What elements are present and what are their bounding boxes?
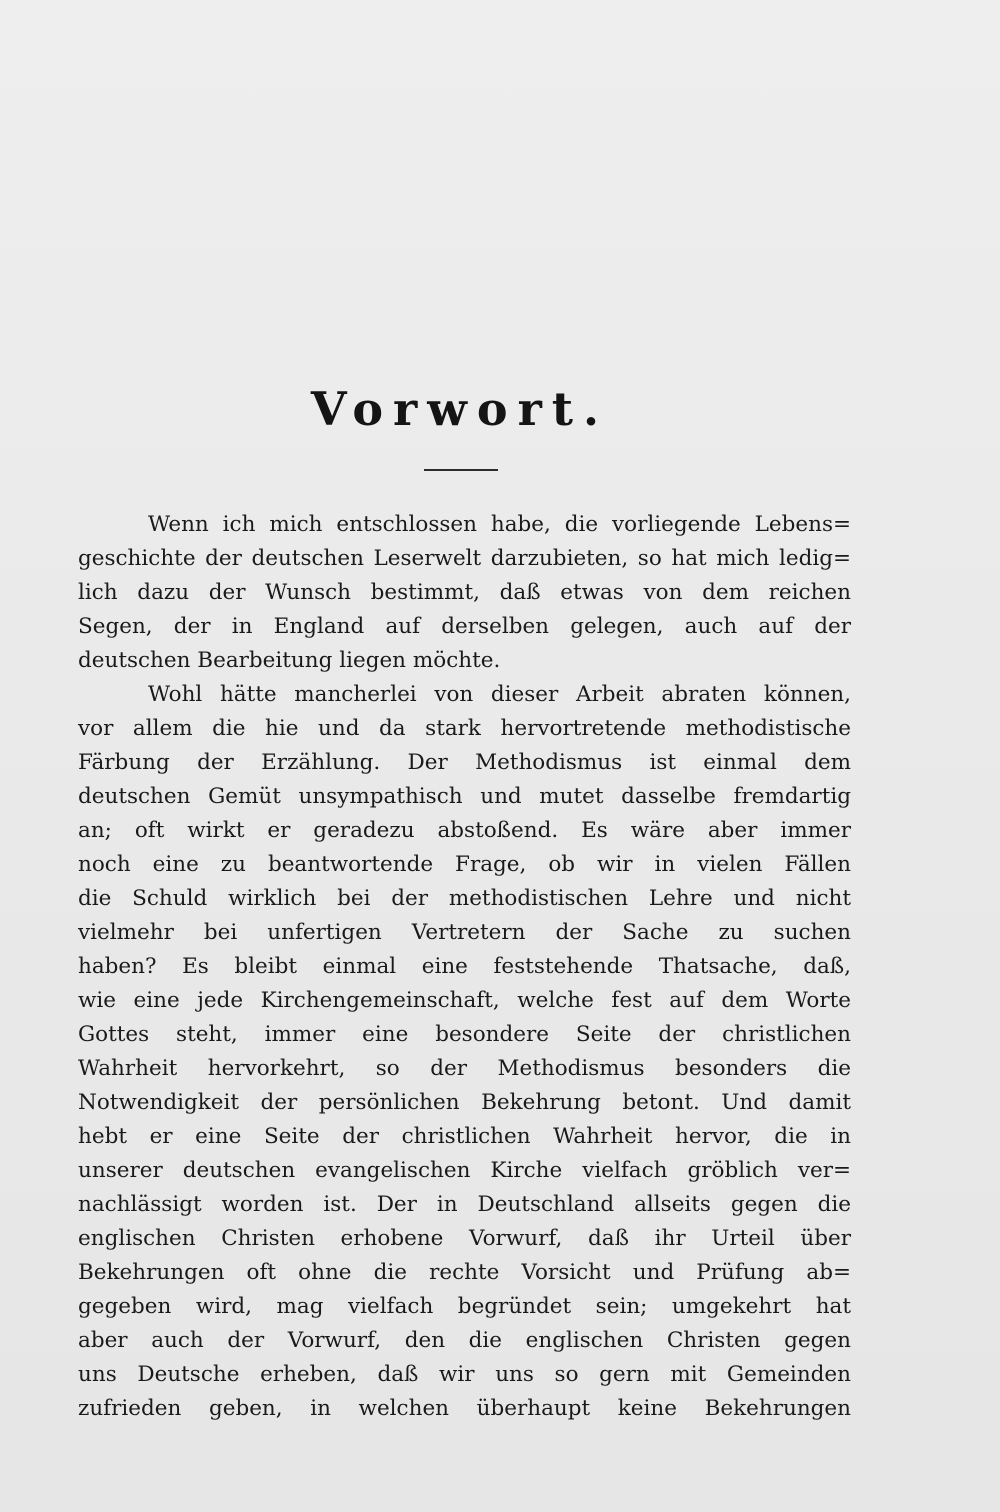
text-line: an; oft wirkt er geradezu abstoßend. Es wäre aber immer xyxy=(78,818,851,843)
text-line: vor allem die hie und da stark hervortretende methodistische xyxy=(78,716,851,741)
text-line: Gottes steht, immer eine besondere Seite der christlichen xyxy=(78,1022,851,1047)
text-line: Wohl hätte mancherlei von dieser Arbeit abraten können, xyxy=(148,682,851,707)
text-line: zufrieden geben, in welchen überhaupt keine Bekehrungen xyxy=(78,1396,851,1421)
text-line: Wenn ich mich entschlossen habe, die vorliegende Lebens= xyxy=(148,512,851,537)
text-line: haben? Es bleibt einmal eine feststehende Thatsache, daß, xyxy=(78,954,851,979)
text-line: lich dazu der Wunsch bestimmt, daß etwas von dem reichen xyxy=(78,580,851,605)
text-line: aber auch der Vorwurf, den die englischen Christen gegen xyxy=(78,1328,851,1353)
text-line: Segen, der in England auf derselben gelegen, auch auf der xyxy=(78,614,851,639)
text-line: deutschen Gemüt unsympathisch und mutet dasselbe fremdartig xyxy=(78,784,851,809)
text-line: hebt er eine Seite der christlichen Wahrheit hervor, die in xyxy=(78,1124,851,1149)
text-line: Wahrheit hervorkehrt, so der Methodismus besonders die xyxy=(78,1056,851,1081)
text-line: uns Deutsche erheben, daß wir uns so gern mit Gemeinden xyxy=(78,1362,851,1387)
text-line: die Schuld wirklich bei der methodistischen Lehre und nicht xyxy=(78,886,851,911)
text-line: geschichte der deutschen Leserwelt darzubieten, so hat mich ledig= xyxy=(78,546,851,571)
text-line: vielmehr bei unfertigen Vertretern der Sache zu suchen xyxy=(78,920,851,945)
heading-divider xyxy=(424,469,498,471)
page-heading: Vorwort. xyxy=(310,382,610,436)
text-line: deutschen Bearbeitung liegen möchte. xyxy=(78,648,501,673)
body-text xyxy=(78,508,851,1426)
text-line: Färbung der Erzählung. Der Methodismus ist einmal dem xyxy=(78,750,851,775)
text-line: wie eine jede Kirchengemeinschaft, welche fest auf dem Worte xyxy=(78,988,851,1013)
text-line: englischen Christen erhobene Vorwurf, daß ihr Urteil über xyxy=(78,1226,851,1251)
text-line: unserer deutschen evangelischen Kirche vielfach gröblich ver= xyxy=(78,1158,851,1183)
text-line: nachlässigt worden ist. Der in Deutschland allseits gegen die xyxy=(78,1192,851,1217)
text-line: Bekehrungen oft ohne die rechte Vorsicht und Prüfung ab= xyxy=(78,1260,851,1285)
text-line: gegeben wird, mag vielfach begründet sein; umgekehrt hat xyxy=(78,1294,851,1319)
text-line: noch eine zu beantwortende Frage, ob wir in vielen Fällen xyxy=(78,852,851,877)
text-line: Notwendigkeit der persönlichen Bekehrung betont. Und damit xyxy=(78,1090,851,1115)
